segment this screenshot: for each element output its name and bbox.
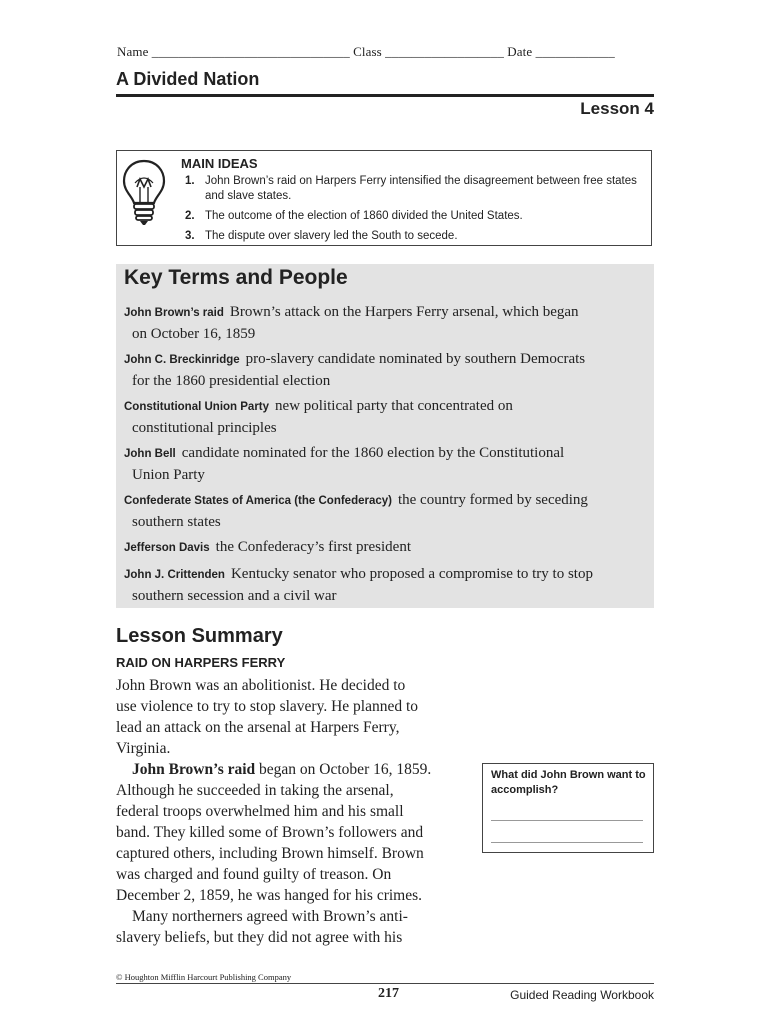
key-term-name: John C. Breckinridge [124, 354, 240, 366]
main-ideas-list [185, 174, 645, 249]
main-idea-item [185, 229, 645, 244]
key-term-definition-cont: southern states [132, 514, 221, 530]
section-heading: RAID ON HARPERS FERRY [116, 655, 286, 670]
name-class-date-line: Name ______________________________ Class __________________ Date ____________ [117, 44, 615, 59]
main-idea-number: 3. [185, 230, 195, 242]
key-term-definition-cont: for the 1860 presidential election [132, 373, 331, 389]
key-term-name: John Bell [124, 448, 176, 460]
main-idea-item [185, 209, 645, 224]
title-rule [116, 94, 654, 97]
lesson-number: Lesson 4 [580, 99, 654, 118]
lesson-summary-heading: Lesson Summary [116, 625, 283, 647]
key-term-entry [124, 396, 644, 439]
main-ideas-heading: MAIN IDEAS [181, 156, 258, 171]
lightbulb-icon [121, 157, 167, 227]
chapter-title: A Divided Nation [116, 69, 260, 89]
key-term-definition: Brown’s attack on the Harpers Ferry arsenal, which began [229, 304, 579, 320]
key-term-definition-cont: constitutional principles [132, 420, 277, 436]
key-term-name: Jefferson Davis [124, 542, 210, 554]
key-term-definition-cont: Union Party [132, 467, 205, 483]
key-term-definition: Kentucky senator who proposed a compromise to try to stop [230, 566, 593, 582]
key-term-name: Confederate States of America (the Confederacy) [124, 495, 392, 507]
key-term-name: John J. Crittenden [124, 569, 225, 581]
key-term-definition: pro-slavery candidate nominated by southern Democrats [245, 351, 586, 367]
key-terms-heading: Key Terms and People [124, 266, 348, 289]
key-term-definition-cont: on October 16, 1859 [132, 326, 256, 342]
summary-text-line: Many northerners agreed with Brown’s anti- [132, 908, 408, 925]
summary-text-line: was charged and found guilty of treason. On [116, 866, 392, 883]
workbook-title: Guided Reading Workbook [510, 988, 654, 1002]
summary-text-line: use violence to try to stop slavery. He planned to [116, 698, 419, 715]
key-term-entry [124, 443, 644, 486]
key-term-definition: the country formed by seceding [397, 492, 588, 508]
key-term-name: Constitutional Union Party [124, 401, 270, 413]
copyright-notice: © Houghton Mifflin Harcourt Publishing Company [116, 972, 292, 982]
summary-text-fragment: began on October 16, 1859. [255, 761, 432, 778]
main-idea-text: The outcome of the election of 1860 divided the United States. [205, 210, 523, 222]
main-idea-text: The dispute over slavery led the South to secede. [205, 230, 458, 242]
summary-text-line: Virginia. [116, 740, 171, 757]
page-number: 217 [378, 986, 399, 1001]
main-idea-text: John Brown’s raid on Harpers Ferry intensified the disagreement between free states and slave states. [205, 175, 637, 202]
key-term-definition-cont: southern secession and a civil war [132, 588, 337, 604]
summary-text-line: slavery beliefs, but they did not agree with his [116, 929, 403, 946]
key-term-definition: new political party that concentrated on [275, 398, 513, 414]
key-term-highlight: John Brown’s raid [132, 761, 256, 778]
summary-text-line: captured others, including Brown himself. Brown [116, 845, 424, 862]
summary-text-line: federal troops overwhelmed him and his small [116, 803, 404, 820]
summary-text-line: December 2, 1859, he was hanged for his crimes. [116, 887, 423, 904]
key-term-entry [124, 490, 644, 533]
summary-text-line: lead an attack on the arsenal at Harpers Ferry, [116, 719, 400, 736]
main-idea-item [185, 174, 645, 204]
key-term-entry [124, 564, 644, 607]
answer-line[interactable] [491, 820, 643, 821]
key-term-definition: candidate nominated for the 1860 election by the Constitutional [181, 445, 565, 461]
summary-text-line: Although he succeeded in taking the arsenal, [116, 782, 394, 799]
main-idea-number: 2. [185, 210, 195, 222]
key-term-definition: the Confederacy’s first president [215, 539, 412, 555]
sidebar-question: What did John Brown want to accomplish? [491, 769, 646, 796]
main-idea-number: 1. [185, 175, 195, 187]
key-term-entry [124, 537, 644, 559]
key-term-entry [124, 349, 644, 392]
key-term-name: John Brown’s raid [124, 307, 224, 319]
key-term-entry [124, 302, 644, 345]
summary-text-line: John Brown was an abolitionist. He decided to [116, 677, 406, 694]
answer-line[interactable] [491, 842, 643, 843]
summary-text-line: band. They killed some of Brown’s followers and [116, 824, 424, 841]
footer-rule [116, 983, 654, 984]
summary-text-line [116, 759, 431, 780]
